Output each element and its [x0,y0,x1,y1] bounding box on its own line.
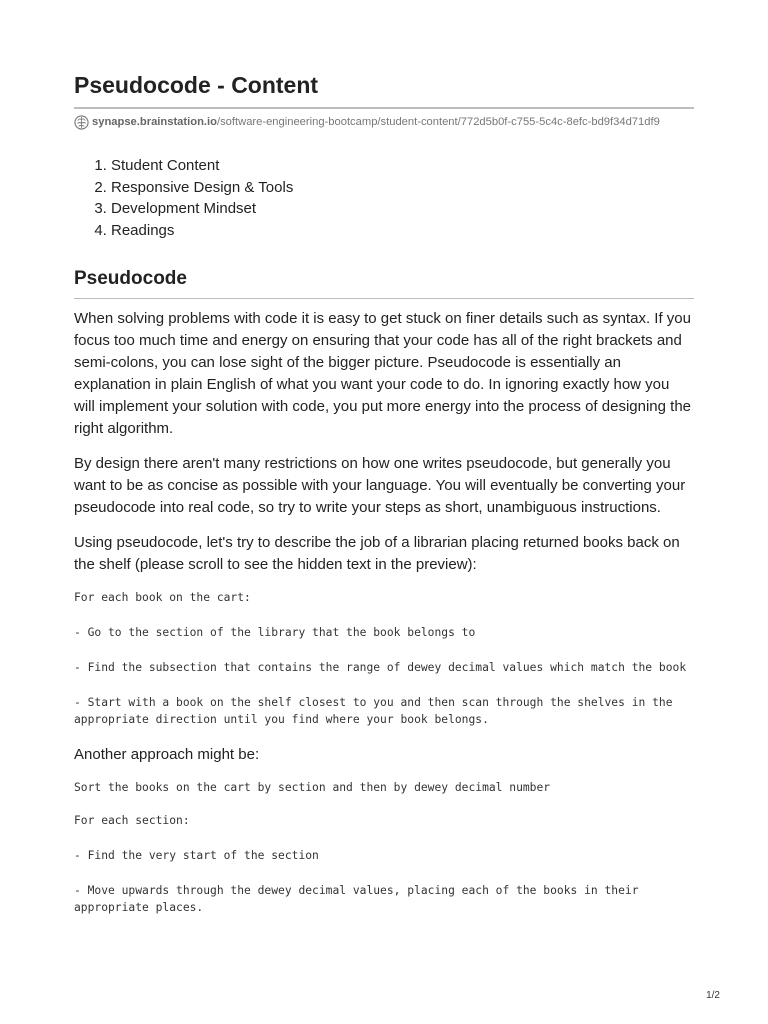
code-line: - Start with a book on the shelf closest to you and then scan through the shelves in the appropriate direction until you find where your book belongs. [74,696,680,727]
title-divider [74,107,694,109]
transition-text: Another approach might be: [74,746,260,764]
body-paragraph: Using pseudocode, let's try to describe the job of a librarian placing returned books back on the shelf (please scroll to see the hidden text in the preview): [74,534,680,574]
toc-item: 3. Development Mindset [111,198,694,220]
document-page [74,70,694,916]
page-number: 1/2 [706,990,720,1001]
code-block-2 [74,779,694,916]
code-line: - Find the subsection that contains the range of dewey decimal values which match the book [74,661,687,675]
brain-logo-icon [74,115,89,130]
source-path: /software-engineering-bootcamp/student-content/772d5b0f-c755-5c4c-8efc-bd9f34d71df9 [216,116,660,128]
code-line: - Move upwards through the dewey decimal values, placing each of the books in their appropriate places. [74,884,646,915]
code-line: For each section: [74,814,190,828]
body-paragraph: When solving problems with code it is easy to get stuck on finer details such as syntax. If you focus too much time and energy on ensuring that your code has all of the right brackets and semi-colons, you can lose sight of the bigger picture. Pseudocode is essentially an explanation in plain English of what you want your code to do. In ignoring exactly how you will implement your solution with code, you put more energy into the process of designing the right algorithm. [74,310,691,438]
code-block-1 [74,589,694,728]
toc-item: 4. Readings [111,220,694,242]
toc-item: 2. Responsive Design & Tools [111,177,694,199]
section-divider [74,298,694,299]
body-paragraph: By design there aren't many restrictions on how one writes pseudocode, but generally you want to be as concise as possible with your language. You will eventually be converting your pseudocode into real code, so try to write your steps as short, unambiguous instructions. [74,455,686,517]
code-line: - Find the very start of the section [74,849,319,863]
source-url[interactable] [74,114,694,130]
table-of-contents [74,155,694,241]
code-line: For each book on the cart: [74,591,251,605]
section-heading: Pseudocode [74,268,187,290]
toc-item: 1. Student Content [111,155,694,177]
code-line: Sort the books on the cart by section and then by dewey decimal number [74,781,551,795]
source-host: synapse.brainstation.io [92,116,217,128]
page-title: Pseudocode - Content [74,72,319,98]
code-line: - Go to the section of the library that the book belongs to [74,626,476,640]
